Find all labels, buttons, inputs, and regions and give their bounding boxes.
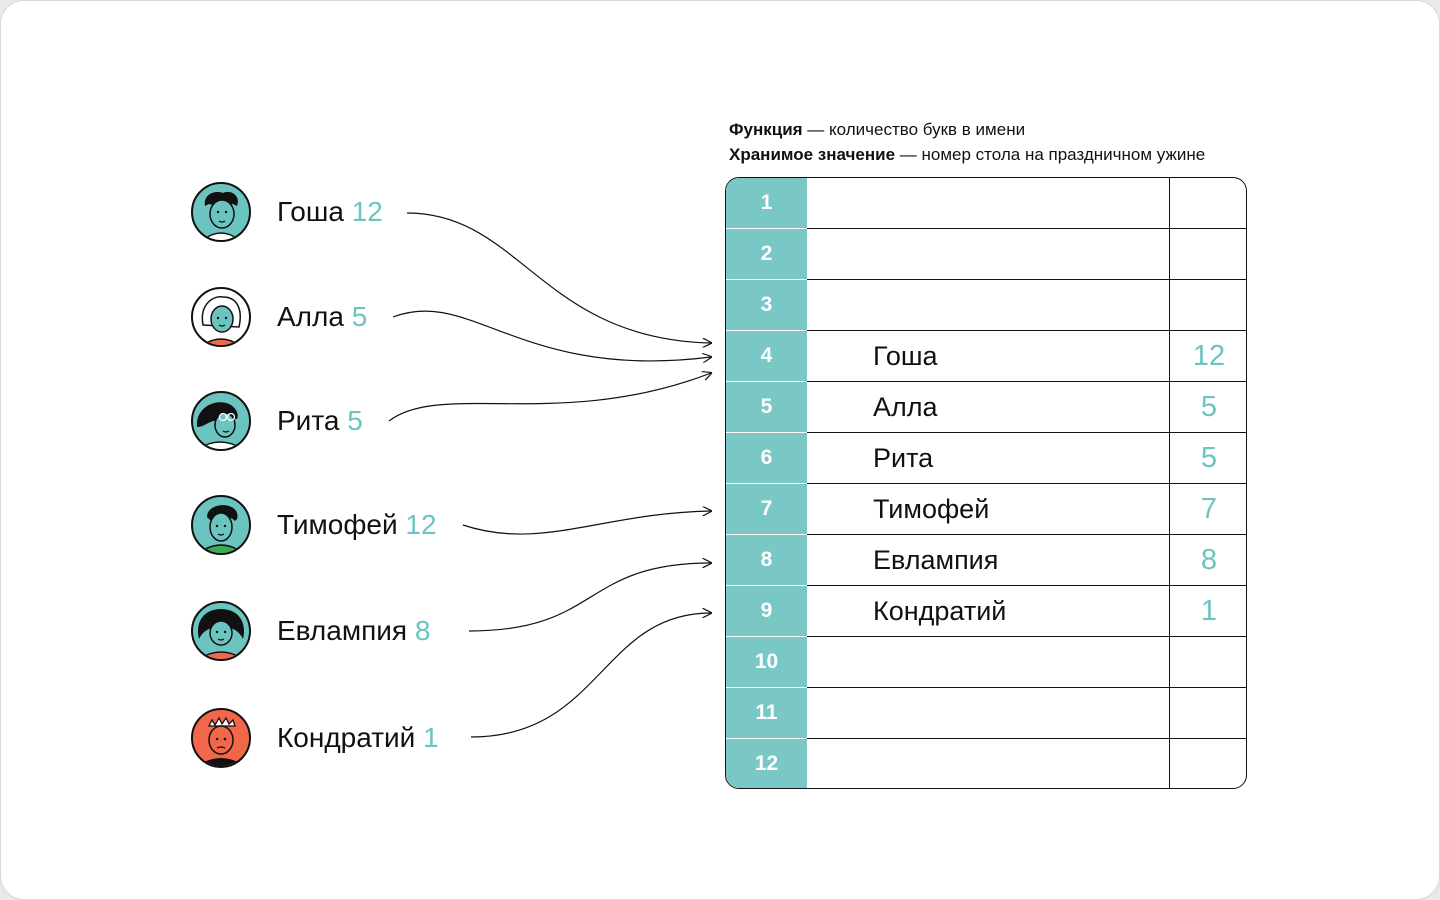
person-name: Гоша — [277, 196, 344, 227]
row-value — [1170, 739, 1247, 789]
table-row — [726, 280, 1246, 331]
row-value: 8 — [1200, 544, 1218, 576]
person-name: Евлампия — [277, 615, 408, 646]
row-name: Кондратий — [873, 596, 1007, 626]
table-row — [726, 433, 1246, 484]
row-index: 8 — [726, 535, 807, 586]
row-index: 7 — [726, 484, 807, 535]
row-value — [1170, 178, 1247, 229]
person-name: Кондратий — [277, 722, 416, 753]
table-row — [726, 586, 1246, 637]
row-name: Тимофей — [873, 494, 990, 524]
table-row — [726, 688, 1246, 739]
row-value: 5 — [1200, 391, 1218, 423]
table-row — [726, 229, 1246, 280]
table-row — [726, 178, 1246, 229]
table-row — [726, 535, 1246, 586]
row-value: 1 — [1200, 595, 1218, 627]
legend-function-text: — количество букв в имени — [802, 120, 1026, 139]
person-number: 8 — [414, 615, 431, 646]
row-value — [1170, 280, 1247, 331]
legend-value-label: Хранимое значение — [729, 145, 896, 164]
person-name: Тимофей — [277, 509, 398, 540]
row-name: Евлампия — [873, 545, 999, 575]
arrow-alla — [393, 311, 711, 361]
person-name: Алла — [277, 301, 344, 332]
person-number: 12 — [351, 196, 383, 227]
arrow-gosha — [407, 213, 711, 343]
person-number: 1 — [423, 722, 439, 753]
table-row — [726, 382, 1246, 433]
table-row — [726, 331, 1246, 382]
row-value — [1170, 229, 1247, 280]
row-index: 4 — [726, 331, 807, 382]
row-index: 2 — [726, 229, 807, 280]
row-value: 12 — [1192, 340, 1226, 372]
table-row — [726, 637, 1246, 688]
row-index: 11 — [726, 688, 807, 739]
row-index: 5 — [726, 382, 807, 433]
row-index: 3 — [726, 280, 807, 331]
table-row — [726, 484, 1246, 535]
person-number: 12 — [405, 509, 437, 540]
row-index: 1 — [726, 178, 807, 229]
row-index: 12 — [726, 739, 807, 789]
table-column-divider — [1169, 178, 1170, 789]
hash-table — [725, 177, 1247, 789]
person-number: 5 — [351, 301, 368, 332]
row-value: 5 — [1200, 442, 1218, 474]
row-index: 10 — [726, 637, 807, 688]
arrow-timofei — [463, 511, 711, 534]
row-value: 7 — [1200, 493, 1218, 525]
row-name: Алла — [873, 392, 938, 422]
person-name: Рита — [277, 405, 340, 436]
row-value — [1170, 637, 1247, 688]
row-index: 6 — [726, 433, 807, 484]
arrow-kondratiy — [471, 613, 711, 737]
row-value — [1170, 688, 1247, 739]
arrow-evlampia — [469, 563, 711, 631]
arrow-rita — [389, 373, 711, 421]
row-index: 9 — [726, 586, 807, 637]
legend-function-label: Функция — [729, 120, 803, 139]
row-name: Рита — [873, 443, 934, 473]
row-name: Гоша — [873, 341, 938, 371]
table-row — [726, 739, 1246, 789]
person-number: 5 — [347, 405, 363, 436]
legend-value-text: — номер стола на праздничном ужине — [895, 145, 1206, 164]
